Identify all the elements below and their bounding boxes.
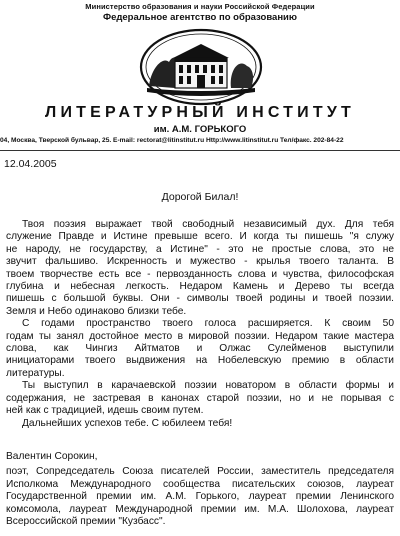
institute-subtitle: им. А.М. ГОРЬКОГО	[153, 124, 247, 135]
body-line: Земля и Небо одинаково близки тебе.	[6, 305, 187, 317]
signatory-name: Валентин Сорокин,	[6, 451, 98, 462]
letter-date: 12.04.2005	[4, 158, 57, 170]
body-line: твоем творчестве есть все - первозданность слова и чувства, философская	[6, 268, 394, 280]
body-line: годам ты занял достойное место в мировой поэзии. Недаром такие мастера	[6, 330, 394, 342]
signatory-title-line: Исполкома Международного сообщества писательских союзов, лауреат	[6, 478, 394, 490]
signature-block	[6, 451, 394, 528]
body-line: звучит фальшиво. Искренность и мужество - крылья твоего таланта. В	[6, 256, 394, 268]
body-line: служение Правде и Истине превыше всего. И когда ты пишешь "я служу	[6, 231, 394, 243]
body-line: Ты выступил в карачаевской поэзии новатором в области формы и	[22, 380, 394, 392]
body-line: С годами пространство твоего голоса расширяется. К своим 50	[22, 318, 394, 330]
body-line: глубина и небесная легкость. Недаром Камень и Дерево ты всегда	[6, 281, 394, 293]
letter-body	[6, 219, 394, 430]
body-line: Твоя поэзия выражает твой свободный независимый дух. Для тебя	[22, 219, 394, 230]
body-line: инициаторами твоего выдвижения на Нобелевскую премию в области	[6, 355, 394, 367]
body-line: содержания, не застревая в канонах старой поэзии, но и не порывая с	[6, 392, 394, 404]
signatory-title-line: Государственной премии им. А.М. Горького, лауреат премии Ленинского	[6, 491, 394, 503]
signatory-title-line: Всероссийской премии "Кузбасс".	[6, 516, 166, 528]
institute-name: ЛИТЕРАТУРНЫЙ ИНСТИТУТ	[45, 104, 355, 121]
ministry-line: Министерство образования и науки Российской Федерации	[85, 2, 315, 11]
body-line: слова, как Чингиз Айтматов и Олжас Сулейменов выступили	[6, 343, 394, 355]
closing-line: Дальнейших успехов тебе. С юбилеем тебя!	[22, 417, 233, 429]
address-line: 04, Москва, Тверской бульвар, 25. E-mail: rectorat@litinstitut.ru Http://www.litinstitut.ru Тел/факс. 202-84-22	[0, 137, 344, 144]
body-line: пишешь с большой буквы. Они - символы твоей родины и твоей поэзии.	[6, 293, 394, 305]
header-divider	[0, 150, 400, 151]
building-emblem-icon	[139, 28, 263, 106]
agency-line: Федеральное агентство по образованию	[102, 12, 298, 23]
body-line: ней как с традицией, идешь своим путем.	[6, 405, 204, 417]
greeting: Дорогой Билал!	[161, 191, 239, 203]
signatory-title-line: комсомола, лауреат Международной премии им. М.А. Шолохова, лауреат	[6, 503, 394, 515]
body-line: не народу, не государству, а Истине" - это не простые слова, это не	[6, 243, 394, 255]
signatory-title-line: поэт, Сопредседатель Союза писателей России, заместитель председателя	[6, 466, 394, 478]
body-line: литературы.	[6, 367, 65, 379]
